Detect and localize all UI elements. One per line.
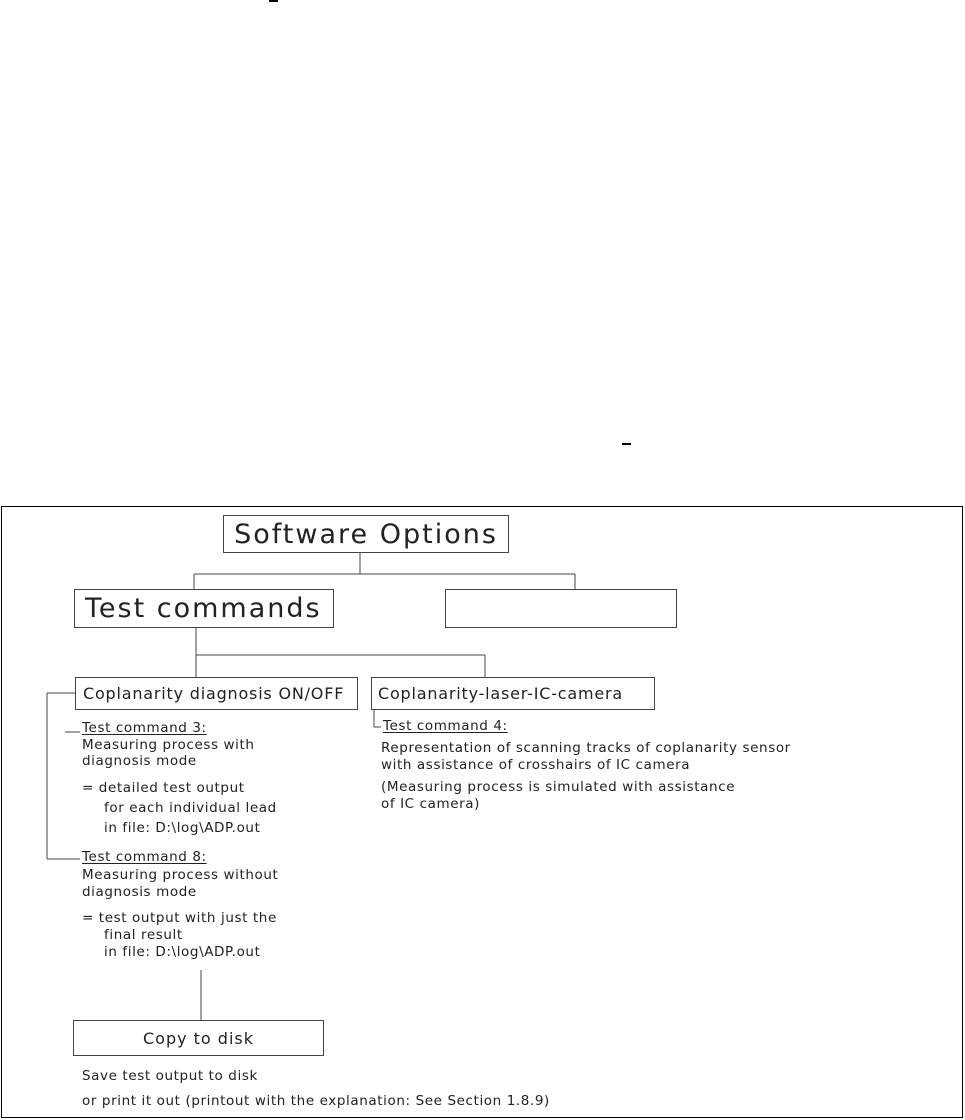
tc8-desc-line-1: Measuring process without xyxy=(82,867,279,883)
tc8-desc-line-2: diagnosis mode xyxy=(82,884,197,900)
copy-to-disk-box xyxy=(73,1020,324,1056)
footer-line-1: Save test output to disk xyxy=(82,1068,258,1084)
coplanarity-laser-label: Coplanarity-laser-IC-camera xyxy=(378,684,624,703)
tc8-result-line-1: = test output with just the xyxy=(82,910,277,926)
tc4-note-line-1: (Measuring process is simulated with assistance xyxy=(381,779,736,795)
tc8-result-line-2: final result xyxy=(104,927,183,943)
tc4-desc-line-2: with assistance of crosshairs of IC camera xyxy=(381,757,691,773)
test-commands-label: Test commands xyxy=(85,593,322,624)
tc3-desc-line-2: diagnosis mode xyxy=(82,753,197,769)
footer-line-2: or print it out (printout with the explanation: See Section 1.8.9) xyxy=(82,1093,550,1109)
tc3-desc-line-1: Measuring process with xyxy=(82,737,255,753)
test-commands-box xyxy=(74,589,334,628)
tc3-heading: Test command 3: xyxy=(82,720,207,736)
tc4-desc-line-1: Representation of scanning tracks of coplanarity sensor xyxy=(381,740,791,756)
coplanarity-diagnosis-box xyxy=(75,677,358,710)
tc3-result-line-1: = detailed test output xyxy=(82,780,245,796)
copy-to-disk-label: Copy to disk xyxy=(142,1028,255,1048)
tc4-heading: Test command 4: xyxy=(383,718,508,734)
tc4-note-line-2: of IC camera) xyxy=(381,796,481,812)
software-options-title: Software Options xyxy=(234,518,498,550)
tc8-heading: Test command 8: xyxy=(82,849,207,865)
tc3-result-line-2: for each individual lead xyxy=(104,800,277,816)
tc3-result-line-3: in file: D:\log\ADP.out xyxy=(104,820,261,836)
coplanarity-laser-box xyxy=(371,677,655,710)
empty-branch-box xyxy=(445,589,677,628)
software-options-box xyxy=(223,515,509,553)
tc8-result-line-3: in file: D:\log\ADP.out xyxy=(104,944,261,960)
coplanarity-diagnosis-label: Coplanarity diagnosis ON/OFF xyxy=(83,684,345,703)
